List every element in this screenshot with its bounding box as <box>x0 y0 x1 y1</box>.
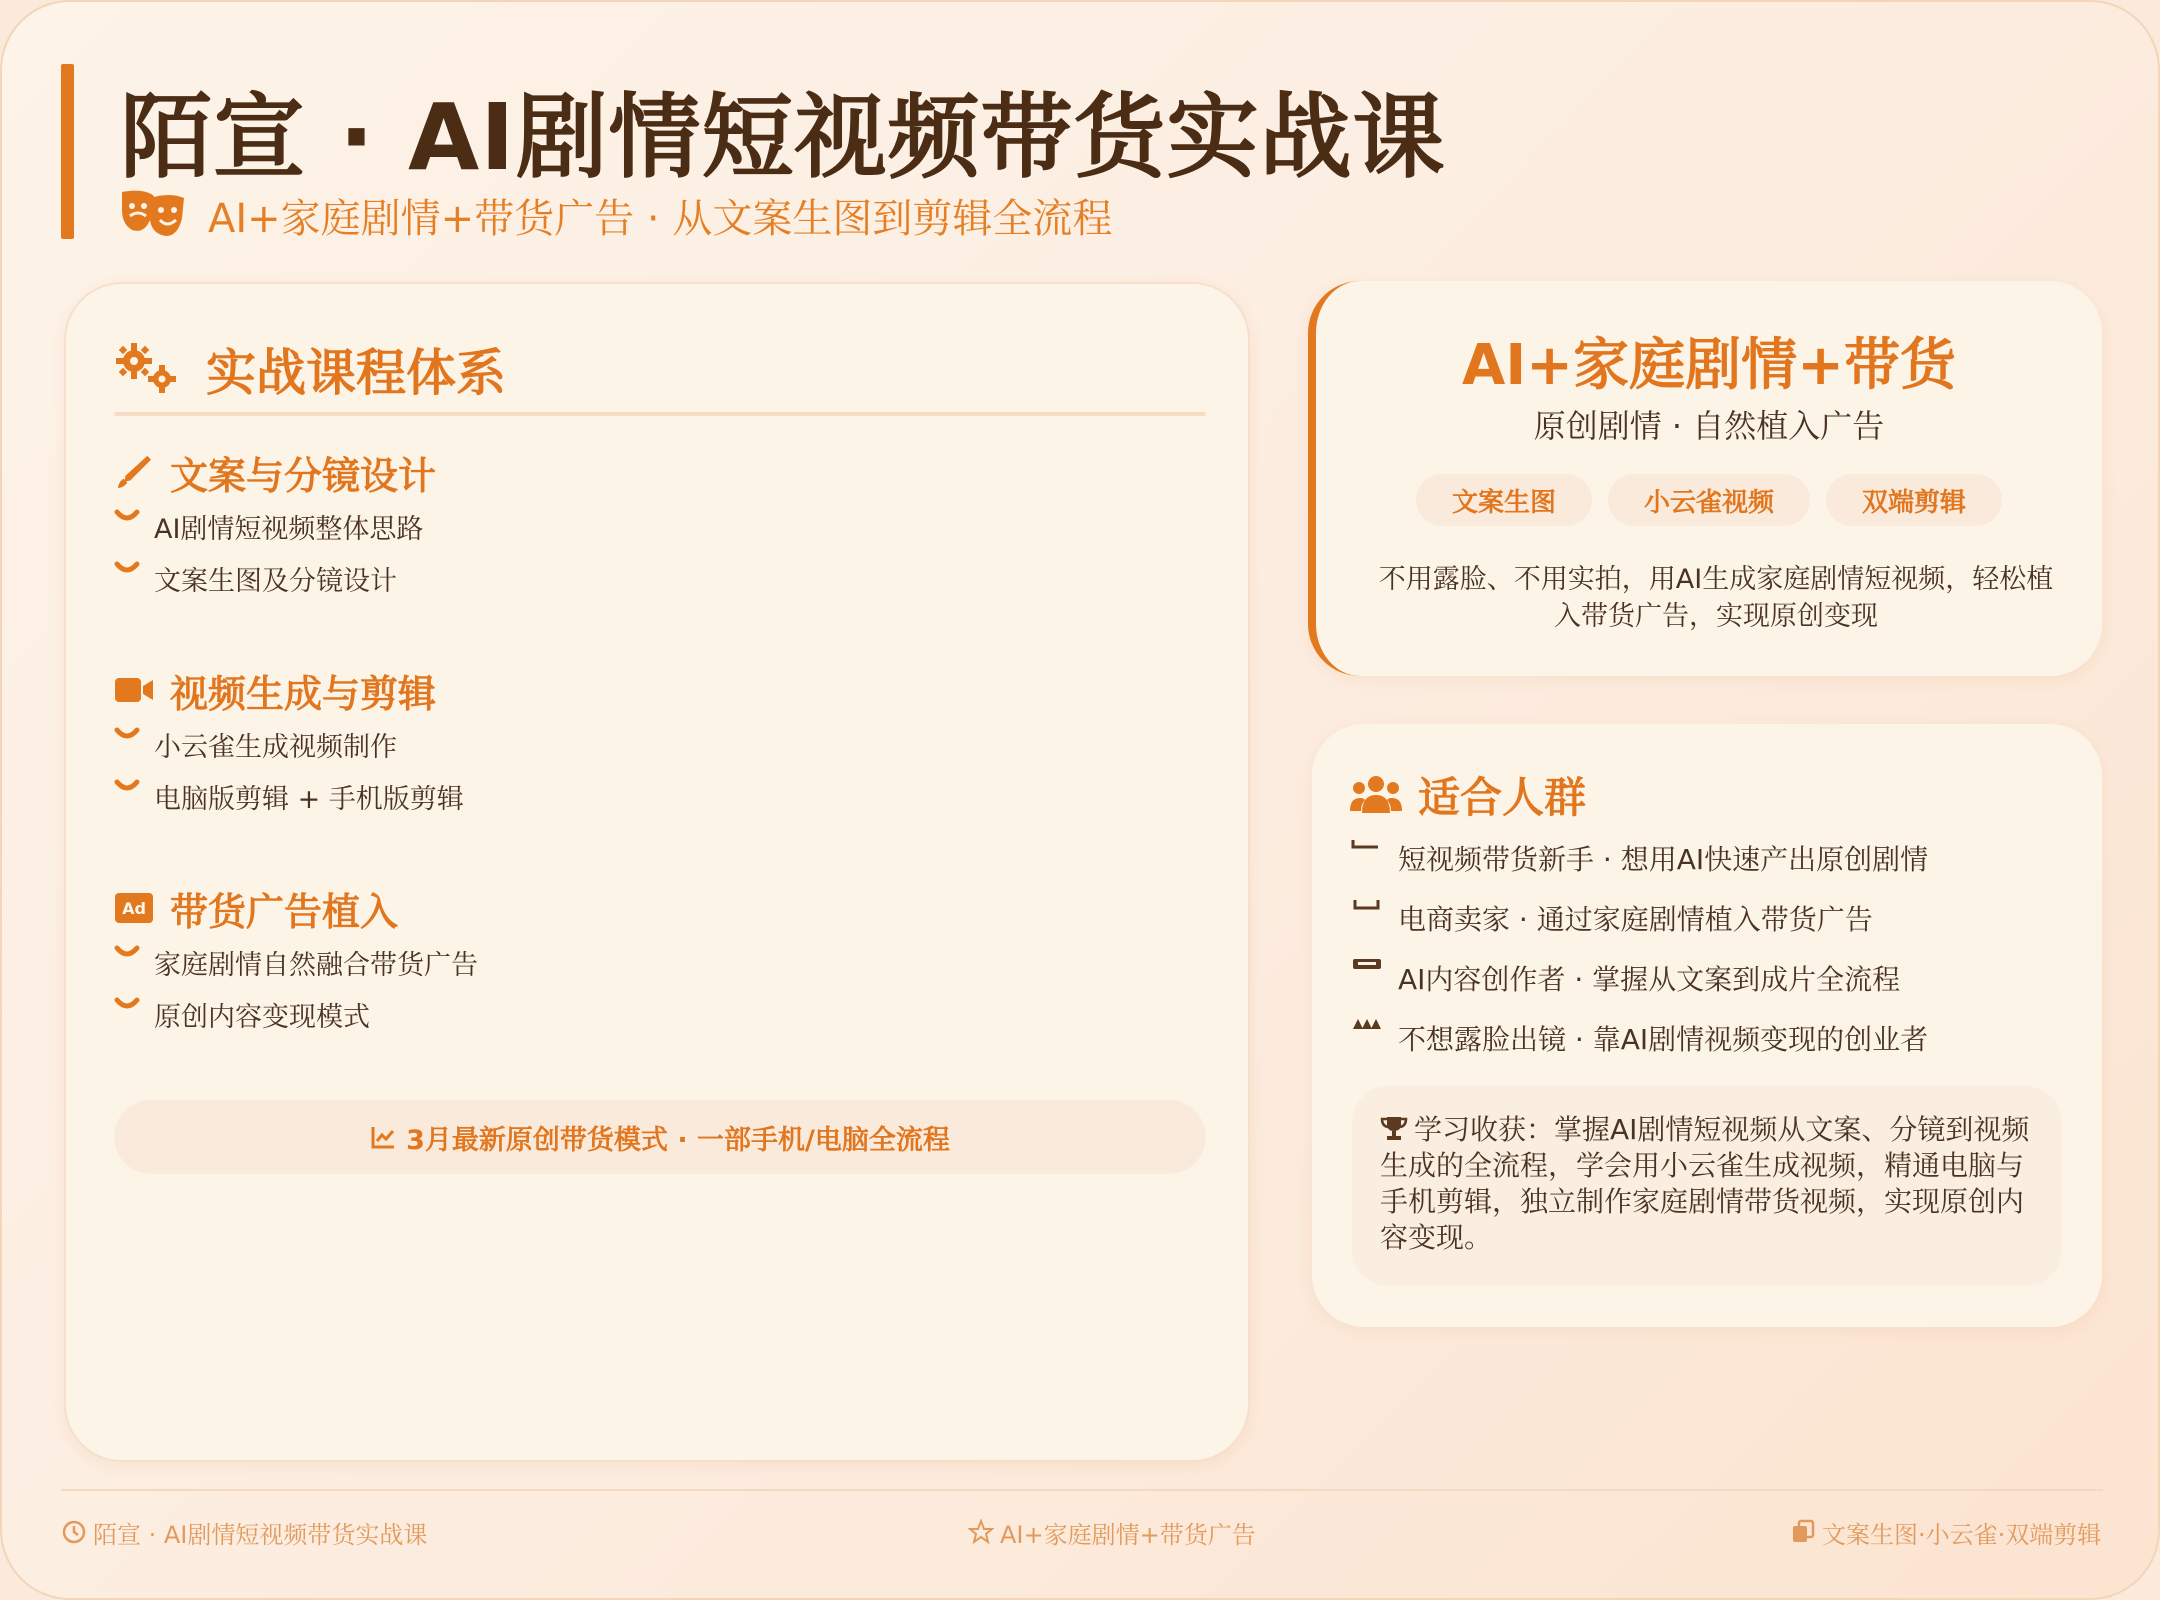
module-video-editing <box>114 662 1014 822</box>
ad-icon <box>114 888 154 928</box>
audience-text: 短视频带货新手 · 想用AI快速产出原创剧情 <box>1398 843 1929 876</box>
list-item <box>114 552 1014 604</box>
footer-right <box>1790 1512 2101 1552</box>
module-title: 视频生成与剪辑 <box>170 671 437 716</box>
list-item <box>114 718 1014 770</box>
bracket-icon <box>1350 837 1384 863</box>
feature-subtitle: 原创剧情 · 自然植入广告 <box>1533 407 1885 445</box>
course-section-title: 实战课程体系 <box>206 344 506 402</box>
footer-divider <box>61 1489 2103 1491</box>
audience-text: 不想露脸出镜 · 靠AI剧情视频变现的创业者 <box>1398 1023 1929 1056</box>
item-text: 小云雀生成视频制作 <box>154 731 397 763</box>
trophy-icon <box>1380 1114 1408 1142</box>
chart-line-icon <box>370 1124 396 1150</box>
check-icon <box>114 722 140 748</box>
item-text: 家庭剧情自然融合带货广告 <box>154 949 478 981</box>
item-text: 电脑版剪辑 + 手机版剪辑 <box>154 783 464 815</box>
users-icon <box>1350 773 1402 817</box>
copy-icon <box>1790 1519 1816 1545</box>
learning-outcome-box <box>1352 1086 2062 1286</box>
footer-left-text: 陌宣 · AI剧情短视频带货实战课 <box>93 1520 428 1549</box>
list-item <box>114 936 1014 988</box>
check-icon <box>114 940 140 966</box>
item-text: AI剧情短视频整体思路 <box>154 513 424 545</box>
star-icon <box>968 1519 994 1545</box>
item-text: 文案生图及分镜设计 <box>154 565 397 597</box>
feature-description: 不用露脸、不用实拍，用AI生成家庭剧情短视频，轻松植入带货广告，实现原创变现 <box>1378 564 2054 632</box>
feature-title: AI+家庭剧情+带货 <box>1461 333 1957 398</box>
subtitle-row <box>120 185 1112 245</box>
video-camera-icon <box>114 670 154 710</box>
learning-outcome <box>1380 1112 2030 1256</box>
svg-text:Ad: Ad <box>122 899 146 918</box>
course-system-card <box>64 282 1250 1462</box>
audience-title: 适合人群 <box>1418 773 1587 822</box>
module-title: 文案与分镜设计 <box>170 453 437 498</box>
audience-text: 电商卖家 · 通过家庭剧情植入带货广告 <box>1398 903 1873 936</box>
audience-item <box>1350 836 1928 880</box>
module-header <box>114 444 1014 500</box>
theater-masks-icon <box>120 190 186 240</box>
item-text: 原创内容变现模式 <box>154 1001 370 1033</box>
check-icon <box>114 774 140 800</box>
audience-header <box>1350 762 1586 828</box>
audience-card <box>1312 724 2102 1327</box>
audience-item <box>1350 1016 1928 1060</box>
feature-card <box>1308 281 2102 676</box>
audience-item <box>1350 956 1900 1000</box>
banner-text: 3月最新原创带货模式 · 一部手机/电脑全流程 <box>406 1124 950 1156</box>
mask-icon <box>1350 1017 1384 1043</box>
footer-right-text: 文案生图·小云雀·双端剪辑 <box>1822 1520 2102 1549</box>
check-icon <box>114 992 140 1018</box>
page-title: 陌宣 · AI剧情短视频带货实战课 <box>120 84 1446 191</box>
module-copy-storyboard <box>114 444 1014 604</box>
tag-badge: 双端剪辑 <box>1826 474 2002 526</box>
list-item <box>114 988 1014 1040</box>
check-icon <box>114 556 140 582</box>
module-ad-placement <box>114 880 1014 1040</box>
audience-item <box>1350 896 1873 940</box>
footer-center-text: AI+家庭剧情+带货广告 <box>1000 1520 1256 1549</box>
feature-tags <box>1316 474 2102 526</box>
section-divider <box>114 412 1206 416</box>
course-section-header <box>114 334 506 404</box>
tag-badge: 小云雀视频 <box>1608 474 1810 526</box>
learning-outcome-text: 学习收获：掌握AI剧情短视频从文案、分镜到视频生成的全流程，学会用小云雀生成视频，精通电脑与手机剪辑，独立制作家庭剧情带货视频，实现原创内容变现。 <box>1380 1113 2030 1254</box>
module-header <box>114 880 1014 936</box>
footer-center <box>968 1512 1256 1552</box>
list-item <box>114 500 1014 552</box>
gears-icon <box>114 341 180 397</box>
pen-icon <box>114 452 154 492</box>
module-header <box>114 662 1014 718</box>
highlight-banner <box>114 1100 1206 1174</box>
device-icon <box>1350 957 1384 983</box>
module-title: 带货广告植入 <box>170 889 399 934</box>
tray-icon <box>1350 897 1384 923</box>
tag-badge: 文案生图 <box>1416 474 1592 526</box>
page-subtitle: AI+家庭剧情+带货广告 · 从文案生图到剪辑全流程 <box>208 195 1113 242</box>
footer-left <box>61 1512 427 1552</box>
list-item <box>114 770 1014 822</box>
check-icon <box>114 504 140 530</box>
audience-text: AI内容创作者 · 掌握从文案到成片全流程 <box>1398 963 1901 996</box>
title-accent-bar <box>61 64 74 239</box>
clock-icon <box>61 1519 87 1545</box>
